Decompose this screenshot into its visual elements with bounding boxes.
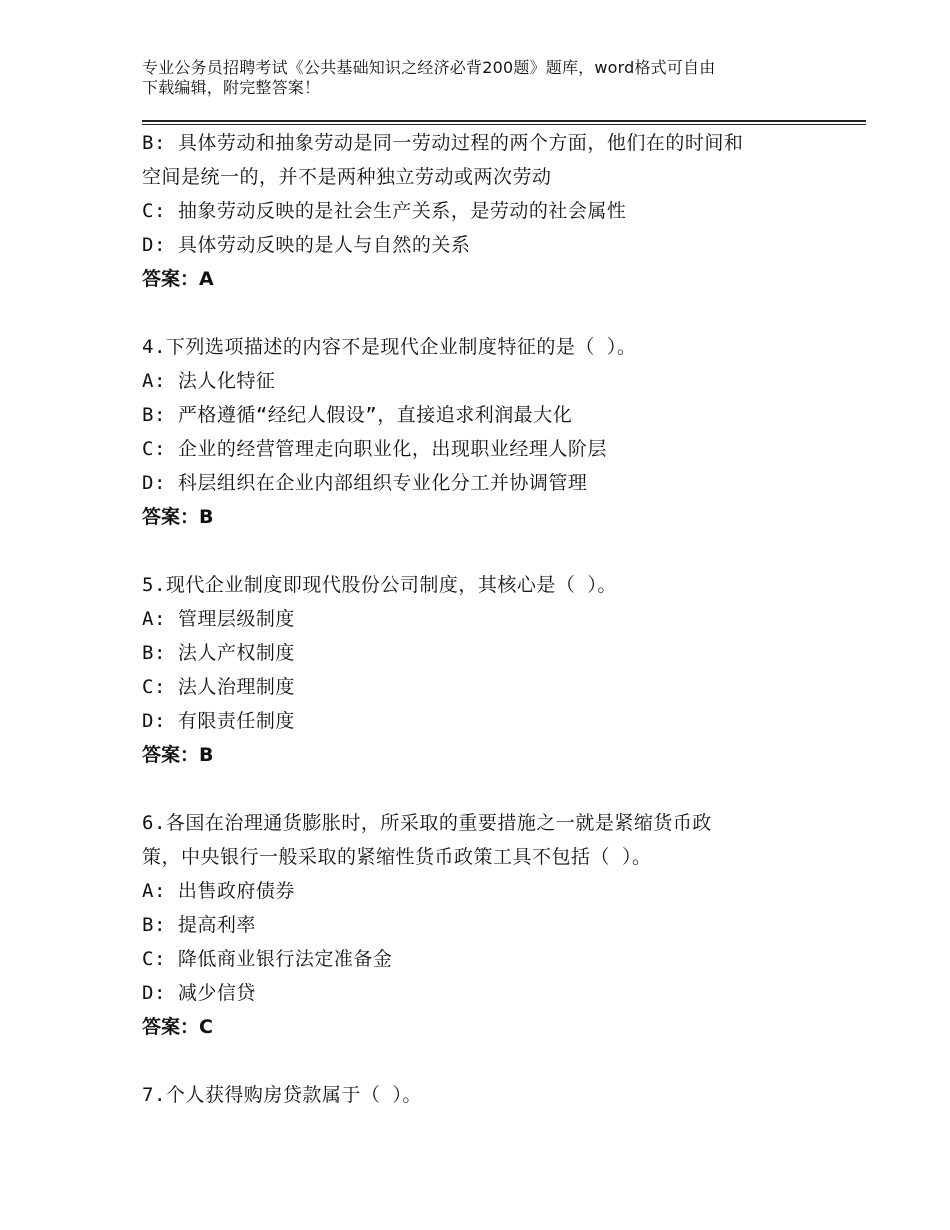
question-text-line-2: 策，中央银行一般采取的紧缩性货币政策工具不包括（ ）。 bbox=[142, 846, 652, 868]
spacer bbox=[142, 296, 822, 330]
question-text: 5.现代企业制度即现代股份公司制度，其核心是（ ）。 bbox=[142, 574, 617, 596]
question-3-continued bbox=[142, 126, 822, 296]
spacer bbox=[142, 1044, 822, 1078]
option-b-line-1: B: 具体劳动和抽象劳动是同一劳动过程的两个方面，他们在的时间和 bbox=[142, 132, 744, 154]
answer: 答案：B bbox=[142, 744, 214, 766]
option-b-line-2: 空间是统一的，并不是两种独立劳动或两次劳动 bbox=[142, 166, 552, 188]
option-b: B: 严格遵循“经纪人假设”，直接追求利润最大化 bbox=[142, 404, 573, 426]
option-b: B: 提高利率 bbox=[142, 914, 256, 936]
question-5 bbox=[142, 568, 822, 772]
answer: 答案：B bbox=[142, 506, 214, 528]
spacer bbox=[142, 772, 822, 806]
option-c: C: 企业的经营管理走向职业化，出现职业经理人阶层 bbox=[142, 438, 607, 460]
header-line-1: 专业公务员招聘考试《公共基础知识之经济必背200题》题库，word格式可自由 bbox=[142, 58, 716, 77]
option-c: C: 降低商业银行法定准备金 bbox=[142, 948, 393, 970]
option-a: A: 法人化特征 bbox=[142, 370, 276, 392]
page-header bbox=[142, 58, 822, 98]
header-divider-thick bbox=[142, 120, 866, 122]
answer: 答案：A bbox=[142, 268, 214, 290]
question-7 bbox=[142, 1078, 822, 1112]
option-a: A: 出售政府债券 bbox=[142, 880, 295, 902]
answer: 答案：C bbox=[142, 1016, 213, 1038]
option-d: D: 有限责任制度 bbox=[142, 710, 295, 732]
option-d: D: 减少信贷 bbox=[142, 982, 256, 1004]
option-b: B: 法人产权制度 bbox=[142, 642, 295, 664]
question-text: 4.下列选项描述的内容不是现代企业制度特征的是（ ）。 bbox=[142, 336, 637, 358]
question-4 bbox=[142, 330, 822, 534]
question-text-line-1: 6.各国在治理通货膨胀时，所采取的重要措施之一就是紧缩货币政 bbox=[142, 812, 712, 834]
spacer bbox=[142, 534, 822, 568]
option-d: D: 具体劳动反映的是人与自然的关系 bbox=[142, 234, 471, 256]
question-6 bbox=[142, 806, 822, 1044]
option-c: C: 抽象劳动反映的是社会生产关系，是劳动的社会属性 bbox=[142, 200, 627, 222]
option-a: A: 管理层级制度 bbox=[142, 608, 295, 630]
header-divider-thin bbox=[142, 124, 866, 125]
option-d: D: 科层组织在企业内部组织专业化分工并协调管理 bbox=[142, 472, 588, 494]
header-line-2: 下载编辑，附完整答案！ bbox=[142, 78, 321, 97]
question-text: 7.个人获得购房贷款属于（ ）。 bbox=[142, 1084, 422, 1106]
question-list bbox=[142, 126, 822, 1112]
option-c: C: 法人治理制度 bbox=[142, 676, 295, 698]
